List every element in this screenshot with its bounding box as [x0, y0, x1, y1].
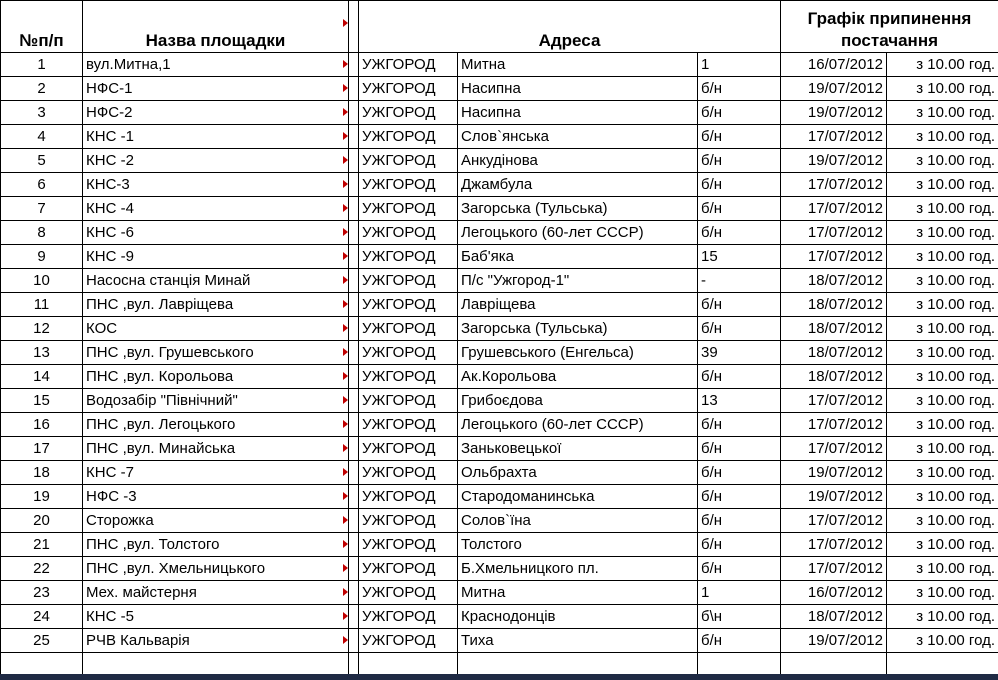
cell-time[interactable]: з 10.00 год.: [887, 533, 998, 557]
cell-name[interactable]: КНС -7: [83, 461, 349, 485]
cell-city[interactable]: УЖГОРОД: [359, 389, 458, 413]
cell-num[interactable]: 24: [1, 605, 83, 629]
cell-street[interactable]: Грушевського (Енгельса): [458, 341, 698, 365]
cell-street[interactable]: Загорська (Тульська): [458, 317, 698, 341]
table-row: [1, 77, 998, 101]
comment-marker-icon: [343, 132, 348, 140]
cell-gap[interactable]: [349, 245, 359, 269]
cell-gap[interactable]: [349, 485, 359, 509]
table-row: [1, 581, 998, 605]
cell-city[interactable]: УЖГОРОД: [359, 509, 458, 533]
cell-time[interactable]: з 10.00 год.: [887, 125, 998, 149]
cell-date[interactable]: 19/07/2012: [781, 461, 887, 485]
cell-house[interactable]: 39: [698, 341, 781, 365]
cell-city[interactable]: УЖГОРОД: [359, 125, 458, 149]
cell-city[interactable]: УЖГОРОД: [359, 605, 458, 629]
cell-gap[interactable]: [349, 125, 359, 149]
cell-gap[interactable]: [349, 341, 359, 365]
cell-street[interactable]: Лавріщева: [458, 293, 698, 317]
cell-house[interactable]: б/н: [698, 485, 781, 509]
cell-date[interactable]: 18/07/2012: [781, 293, 887, 317]
cell-name[interactable]: ПНС ,вул. Лавріщева: [83, 293, 349, 317]
empty-cell[interactable]: [349, 653, 359, 677]
cell-name[interactable]: КНС-3: [83, 173, 349, 197]
comment-marker-icon: [343, 492, 348, 500]
comment-marker-icon: [343, 444, 348, 452]
table-row: [1, 485, 998, 509]
cell-house[interactable]: б/н: [698, 125, 781, 149]
cell-time[interactable]: з 10.00 год.: [887, 389, 998, 413]
cell-name[interactable]: РЧВ Кальварія: [83, 629, 349, 653]
cell-house[interactable]: б/н: [698, 293, 781, 317]
bottom-edge-bar: [0, 674, 998, 680]
cell-time[interactable]: з 10.00 год.: [887, 461, 998, 485]
cell-city[interactable]: УЖГОРОД: [359, 485, 458, 509]
cell-time[interactable]: з 10.00 год.: [887, 557, 998, 581]
cell-gap[interactable]: [349, 533, 359, 557]
cell-gap[interactable]: [349, 293, 359, 317]
cell-name[interactable]: ПНС ,вул. Минайська: [83, 437, 349, 461]
cell-num[interactable]: 12: [1, 317, 83, 341]
cell-num[interactable]: 20: [1, 509, 83, 533]
cell-time[interactable]: з 10.00 год.: [887, 437, 998, 461]
cell-gap[interactable]: [349, 269, 359, 293]
cell-house[interactable]: 13: [698, 389, 781, 413]
empty-cell[interactable]: [83, 653, 349, 677]
cell-city[interactable]: УЖГОРОД: [359, 365, 458, 389]
cell-house[interactable]: б/н: [698, 437, 781, 461]
table-row: [1, 389, 998, 413]
cell-date[interactable]: 18/07/2012: [781, 365, 887, 389]
cell-house[interactable]: б\н: [698, 605, 781, 629]
cell-gap[interactable]: [349, 317, 359, 341]
cell-num[interactable]: 13: [1, 341, 83, 365]
comment-marker-icon: [343, 564, 348, 572]
cell-num[interactable]: 15: [1, 389, 83, 413]
cell-date[interactable]: 18/07/2012: [781, 341, 887, 365]
cell-date[interactable]: 17/07/2012: [781, 221, 887, 245]
cell-gap[interactable]: [349, 149, 359, 173]
cell-city[interactable]: УЖГОРОД: [359, 413, 458, 437]
cell-street[interactable]: Митна: [458, 53, 698, 77]
cell-num[interactable]: 25: [1, 629, 83, 653]
cell-name[interactable]: вул.Митна,1: [83, 53, 349, 77]
cell-gap[interactable]: [349, 629, 359, 653]
cell-date[interactable]: 18/07/2012: [781, 605, 887, 629]
cell-gap[interactable]: [349, 77, 359, 101]
cell-gap[interactable]: [349, 413, 359, 437]
cell-city[interactable]: УЖГОРОД: [359, 629, 458, 653]
cell-street[interactable]: Насипна: [458, 77, 698, 101]
comment-marker-icon: [343, 372, 348, 380]
table-row: [1, 413, 998, 437]
cell-name[interactable]: КНС -6: [83, 221, 349, 245]
cell-date[interactable]: 17/07/2012: [781, 245, 887, 269]
cell-street[interactable]: Митна: [458, 581, 698, 605]
table-row: [1, 149, 998, 173]
table-row: [1, 461, 998, 485]
cell-num[interactable]: 4: [1, 125, 83, 149]
cell-date[interactable]: 16/07/2012: [781, 53, 887, 77]
header-name-label: Назва площадки: [145, 31, 286, 50]
cell-name[interactable]: КНС -4: [83, 197, 349, 221]
cell-name[interactable]: ПНС ,вул. Легоцького: [83, 413, 349, 437]
table-row: [1, 245, 998, 269]
cell-num[interactable]: 1: [1, 53, 83, 77]
cell-time[interactable]: з 10.00 год.: [887, 509, 998, 533]
cell-date[interactable]: 18/07/2012: [781, 269, 887, 293]
header-num[interactable]: №п/п: [1, 1, 83, 53]
comment-marker-icon: [343, 396, 348, 404]
cell-gap[interactable]: [349, 197, 359, 221]
cell-name[interactable]: Сторожка: [83, 509, 349, 533]
header-address[interactable]: Адреса: [359, 1, 781, 53]
cell-date[interactable]: 17/07/2012: [781, 173, 887, 197]
comment-marker-icon: [343, 180, 348, 188]
cell-street[interactable]: Слов`янська: [458, 125, 698, 149]
cell-date[interactable]: 17/07/2012: [781, 557, 887, 581]
cell-time[interactable]: з 10.00 год.: [887, 77, 998, 101]
comment-marker-icon: [343, 468, 348, 476]
table-row: [1, 293, 998, 317]
cell-gap[interactable]: [349, 101, 359, 125]
empty-cell[interactable]: [359, 653, 458, 677]
cell-time[interactable]: з 10.00 год.: [887, 245, 998, 269]
empty-cell[interactable]: [887, 653, 998, 677]
cell-time[interactable]: з 10.00 год.: [887, 605, 998, 629]
cell-date[interactable]: 17/07/2012: [781, 389, 887, 413]
cell-house[interactable]: б/н: [698, 197, 781, 221]
table-row: [1, 605, 998, 629]
table-row: [1, 101, 998, 125]
cell-city[interactable]: УЖГОРОД: [359, 173, 458, 197]
cell-name[interactable]: Насосна станція Минай: [83, 269, 349, 293]
empty-cell[interactable]: [1, 653, 83, 677]
comment-marker-icon: [343, 540, 348, 548]
cell-date[interactable]: 17/07/2012: [781, 413, 887, 437]
cell-name[interactable]: НФС-2: [83, 101, 349, 125]
cell-time[interactable]: з 10.00 год.: [887, 221, 998, 245]
cell-house[interactable]: -: [698, 269, 781, 293]
cell-num[interactable]: 21: [1, 533, 83, 557]
cell-date[interactable]: 19/07/2012: [781, 77, 887, 101]
cell-city[interactable]: УЖГОРОД: [359, 317, 458, 341]
cell-name[interactable]: ПНС ,вул. Грушевського: [83, 341, 349, 365]
cell-num[interactable]: 17: [1, 437, 83, 461]
cell-house[interactable]: б/н: [698, 77, 781, 101]
cell-time[interactable]: з 10.00 год.: [887, 413, 998, 437]
comment-marker-icon: [343, 276, 348, 284]
header-schedule[interactable]: [781, 1, 998, 53]
cell-num[interactable]: 2: [1, 77, 83, 101]
header-row: [1, 1, 998, 53]
cell-name[interactable]: ПНС ,вул. Корольова: [83, 365, 349, 389]
table-row: [1, 173, 998, 197]
cell-time[interactable]: з 10.00 год.: [887, 365, 998, 389]
header-name[interactable]: [83, 1, 349, 53]
cell-gap[interactable]: [349, 437, 359, 461]
cell-gap[interactable]: [349, 389, 359, 413]
cell-date[interactable]: 17/07/2012: [781, 437, 887, 461]
cell-time[interactable]: з 10.00 год.: [887, 149, 998, 173]
cell-street[interactable]: Легоцького (60-лет СССР): [458, 221, 698, 245]
cell-num[interactable]: 9: [1, 245, 83, 269]
cell-date[interactable]: 17/07/2012: [781, 533, 887, 557]
table-row: [1, 125, 998, 149]
cell-time[interactable]: з 10.00 год.: [887, 581, 998, 605]
cell-time[interactable]: з 10.00 год.: [887, 53, 998, 77]
cell-num[interactable]: 6: [1, 173, 83, 197]
cell-house[interactable]: б/н: [698, 557, 781, 581]
table-row: [1, 437, 998, 461]
cell-street[interactable]: Анкудінова: [458, 149, 698, 173]
empty-row: [1, 653, 998, 677]
cell-street[interactable]: Ольбрахта: [458, 461, 698, 485]
header-schedule-line2: постачання: [840, 31, 939, 50]
cell-num[interactable]: 23: [1, 581, 83, 605]
cell-gap[interactable]: [349, 221, 359, 245]
comment-marker-icon: [343, 60, 348, 68]
comment-marker-icon: [343, 84, 348, 92]
cell-house[interactable]: б/н: [698, 365, 781, 389]
cell-num[interactable]: 10: [1, 269, 83, 293]
cell-name[interactable]: Водозабір "Північний": [83, 389, 349, 413]
cell-house[interactable]: б/н: [698, 149, 781, 173]
cell-street[interactable]: Загорська (Тульська): [458, 197, 698, 221]
cell-street[interactable]: Солов`їна: [458, 509, 698, 533]
cell-date[interactable]: 19/07/2012: [781, 149, 887, 173]
table-row: [1, 53, 998, 77]
cell-house[interactable]: б/н: [698, 101, 781, 125]
comment-marker-icon: [343, 19, 348, 27]
table-row: [1, 365, 998, 389]
comment-marker-icon: [343, 324, 348, 332]
cell-city[interactable]: УЖГОРОД: [359, 221, 458, 245]
cell-house[interactable]: б/н: [698, 533, 781, 557]
cell-house[interactable]: 15: [698, 245, 781, 269]
cell-num[interactable]: 16: [1, 413, 83, 437]
table-body: [1, 53, 998, 677]
cell-house[interactable]: б/н: [698, 509, 781, 533]
empty-cell[interactable]: [781, 653, 887, 677]
cell-time[interactable]: з 10.00 год.: [887, 173, 998, 197]
cell-house[interactable]: б/н: [698, 461, 781, 485]
cell-street[interactable]: Заньковецької: [458, 437, 698, 461]
table-row: [1, 557, 998, 581]
cell-name[interactable]: КНС -2: [83, 149, 349, 173]
cell-gap[interactable]: [349, 53, 359, 77]
cell-date[interactable]: 18/07/2012: [781, 317, 887, 341]
cell-name[interactable]: КНС -1: [83, 125, 349, 149]
cell-num[interactable]: 22: [1, 557, 83, 581]
cell-name[interactable]: КНС -9: [83, 245, 349, 269]
cell-date[interactable]: 17/07/2012: [781, 197, 887, 221]
empty-cell[interactable]: [458, 653, 698, 677]
cell-street[interactable]: Грибоєдова: [458, 389, 698, 413]
comment-marker-icon: [343, 516, 348, 524]
cell-street[interactable]: Б.Хмельницкого пл.: [458, 557, 698, 581]
cell-num[interactable]: 8: [1, 221, 83, 245]
cell-date[interactable]: 16/07/2012: [781, 581, 887, 605]
cell-city[interactable]: УЖГОРОД: [359, 149, 458, 173]
cell-city[interactable]: УЖГОРОД: [359, 269, 458, 293]
cell-time[interactable]: з 10.00 год.: [887, 197, 998, 221]
cell-name[interactable]: ПНС ,вул. Хмельницького: [83, 557, 349, 581]
cell-street[interactable]: Насипна: [458, 101, 698, 125]
comment-marker-icon: [343, 612, 348, 620]
cell-num[interactable]: 19: [1, 485, 83, 509]
cell-city[interactable]: УЖГОРОД: [359, 437, 458, 461]
cell-time[interactable]: з 10.00 год.: [887, 317, 998, 341]
cell-gap[interactable]: [349, 461, 359, 485]
cell-street[interactable]: Стародоманинська: [458, 485, 698, 509]
cell-city[interactable]: УЖГОРОД: [359, 101, 458, 125]
table-row: [1, 341, 998, 365]
cell-house[interactable]: 1: [698, 581, 781, 605]
cell-name[interactable]: НФС -3: [83, 485, 349, 509]
comment-marker-icon: [343, 204, 348, 212]
cell-name[interactable]: НФС-1: [83, 77, 349, 101]
cell-num[interactable]: 3: [1, 101, 83, 125]
empty-cell[interactable]: [698, 653, 781, 677]
cell-time[interactable]: з 10.00 год.: [887, 101, 998, 125]
cell-house[interactable]: б/н: [698, 173, 781, 197]
cell-street[interactable]: Джамбула: [458, 173, 698, 197]
comment-marker-icon: [343, 156, 348, 164]
cell-gap[interactable]: [349, 605, 359, 629]
cell-time[interactable]: з 10.00 год.: [887, 293, 998, 317]
comment-marker-icon: [343, 108, 348, 116]
cell-street[interactable]: Тиха: [458, 629, 698, 653]
cell-city[interactable]: УЖГОРОД: [359, 245, 458, 269]
comment-marker-icon: [343, 300, 348, 308]
cell-date[interactable]: 19/07/2012: [781, 101, 887, 125]
cell-city[interactable]: УЖГОРОД: [359, 461, 458, 485]
comment-marker-icon: [343, 252, 348, 260]
cell-city[interactable]: УЖГОРОД: [359, 341, 458, 365]
cell-date[interactable]: 19/07/2012: [781, 485, 887, 509]
cell-house[interactable]: б/н: [698, 629, 781, 653]
cell-time[interactable]: з 10.00 год.: [887, 341, 998, 365]
cell-street[interactable]: П/с "Ужгород-1": [458, 269, 698, 293]
cell-city[interactable]: УЖГОРОД: [359, 533, 458, 557]
comment-marker-icon: [343, 588, 348, 596]
cell-street[interactable]: Краснодонців: [458, 605, 698, 629]
cell-num[interactable]: 5: [1, 149, 83, 173]
cell-street[interactable]: Баб'яка: [458, 245, 698, 269]
cell-house[interactable]: б/н: [698, 317, 781, 341]
cell-date[interactable]: 17/07/2012: [781, 125, 887, 149]
cell-date[interactable]: 19/07/2012: [781, 629, 887, 653]
cell-time[interactable]: з 10.00 год.: [887, 269, 998, 293]
cell-city[interactable]: УЖГОРОД: [359, 557, 458, 581]
cell-house[interactable]: б/н: [698, 221, 781, 245]
cell-gap[interactable]: [349, 173, 359, 197]
cell-name[interactable]: ПНС ,вул. Толстого: [83, 533, 349, 557]
cell-time[interactable]: з 10.00 год.: [887, 485, 998, 509]
table-row: [1, 221, 998, 245]
header-gap[interactable]: [349, 1, 359, 53]
table-row: [1, 197, 998, 221]
cell-gap[interactable]: [349, 365, 359, 389]
comment-marker-icon: [343, 420, 348, 428]
comment-marker-icon: [343, 348, 348, 356]
table-row: [1, 317, 998, 341]
cell-street[interactable]: Легоцького (60-лет СССР): [458, 413, 698, 437]
table-row: [1, 533, 998, 557]
cell-city[interactable]: УЖГОРОД: [359, 197, 458, 221]
cell-city[interactable]: УЖГОРОД: [359, 53, 458, 77]
cell-num[interactable]: 18: [1, 461, 83, 485]
cell-city[interactable]: УЖГОРОД: [359, 77, 458, 101]
cell-gap[interactable]: [349, 581, 359, 605]
cell-street[interactable]: Толстого: [458, 533, 698, 557]
table-row: [1, 629, 998, 653]
cell-name[interactable]: КОС: [83, 317, 349, 341]
cell-city[interactable]: УЖГОРОД: [359, 293, 458, 317]
table-row: [1, 269, 998, 293]
cell-gap[interactable]: [349, 557, 359, 581]
table-row: [1, 509, 998, 533]
cell-street[interactable]: Ак.Корольова: [458, 365, 698, 389]
cell-time[interactable]: з 10.00 год.: [887, 629, 998, 653]
cell-name[interactable]: Мех. майстерня: [83, 581, 349, 605]
cell-city[interactable]: УЖГОРОД: [359, 581, 458, 605]
cell-num[interactable]: 14: [1, 365, 83, 389]
cell-num[interactable]: 11: [1, 293, 83, 317]
cell-gap[interactable]: [349, 509, 359, 533]
comment-marker-icon: [343, 228, 348, 236]
cell-house[interactable]: б/н: [698, 413, 781, 437]
comment-marker-icon: [343, 636, 348, 644]
cell-num[interactable]: 7: [1, 197, 83, 221]
cell-name[interactable]: КНС -5: [83, 605, 349, 629]
cell-date[interactable]: 17/07/2012: [781, 509, 887, 533]
cell-house[interactable]: 1: [698, 53, 781, 77]
header-schedule-line1: Графік припинення: [807, 9, 972, 28]
